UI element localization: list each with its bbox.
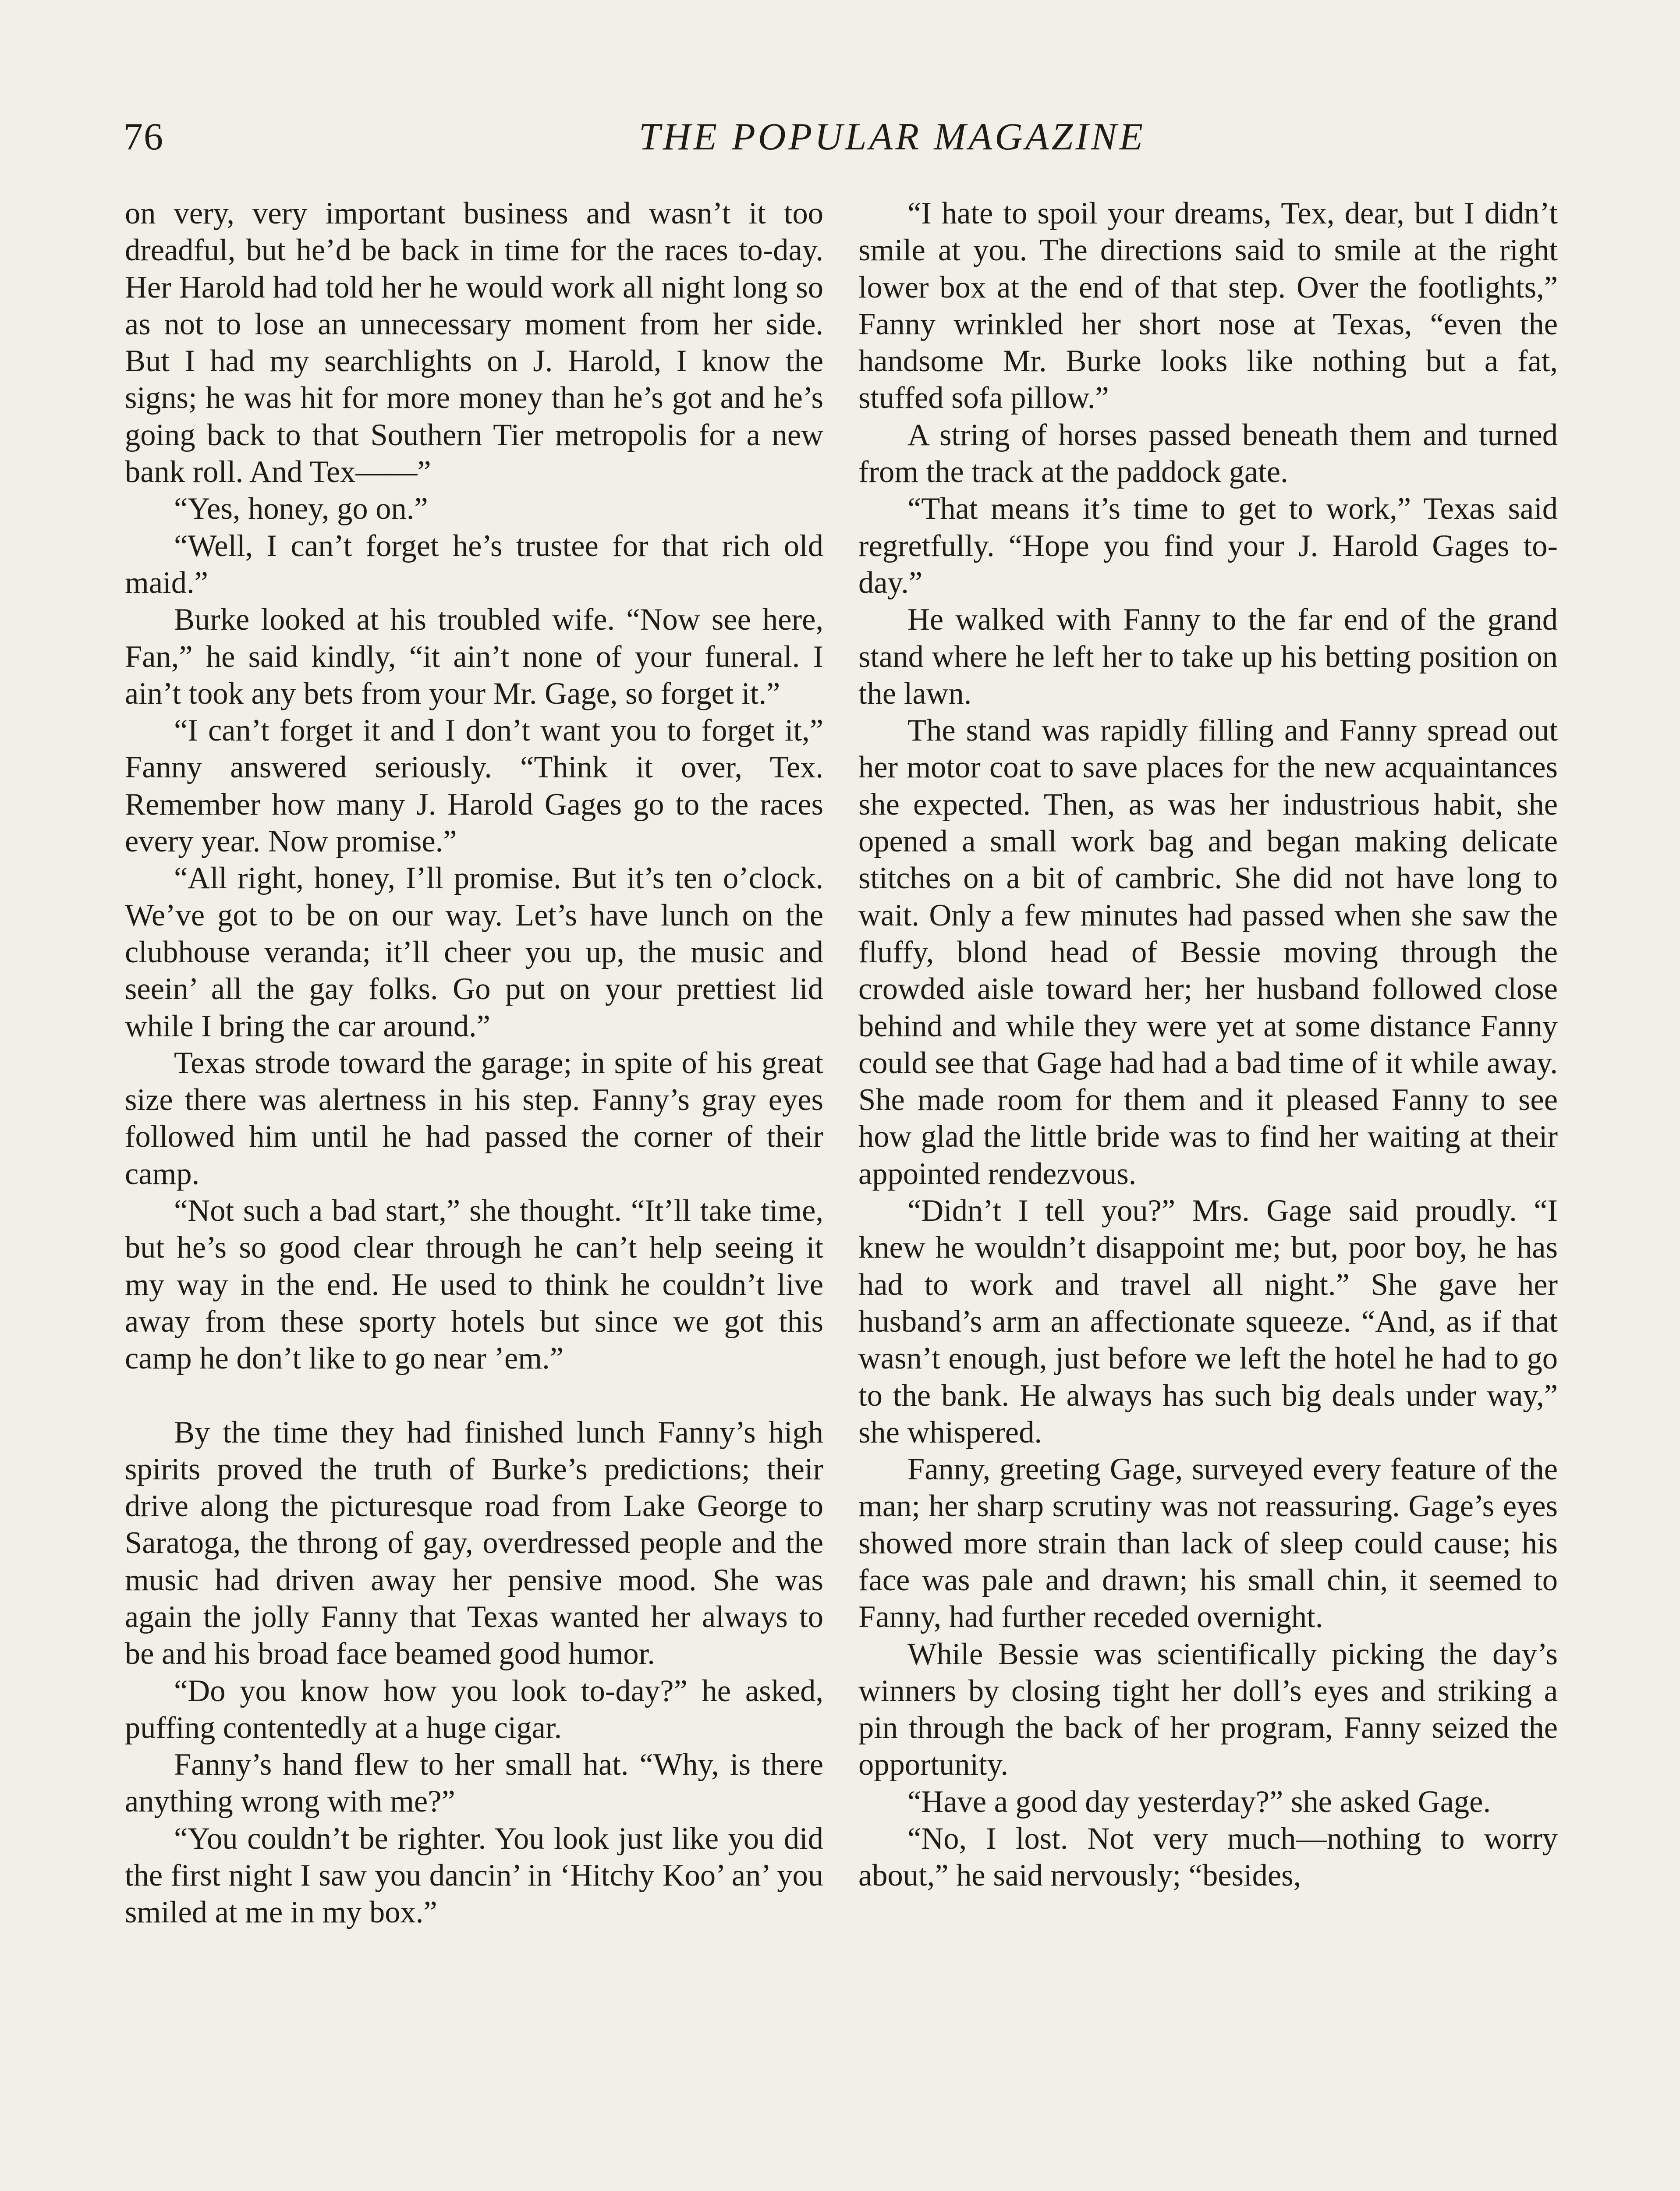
paragraph: “Didn’t I tell you?” Mrs. Gage said proudly. “I knew he wouldn’t disappoint me; but, poor boy, he has had to work and travel all night.” She gave her husband’s arm an affectionate squeeze. “And, as if that wasn’t enough, just before we left the hotel he had to go to the bank. He always has such big deals under way,” she whispered.: [858, 1194, 1558, 1450]
left-column: [125, 195, 823, 1931]
paragraph: The stand was rapidly filling and Fanny spread out her motor coat to save places for the new acquaintances she expected. Then, as was her industrious habit, she opened a small work bag and began making delicate stitches on a bit of cambric. She did not have long to wait. Only a few minutes had passed when she saw the fluffy, blond head of Bessie moving through the crowded aisle toward her; her husband followed close behind and while they were yet at some distance Fanny could see that Gage had had a bad time of it while away. She made room for them and it pleased Fanny to see how glad the little bride was to find her waiting at their appointed rendezvous.: [858, 713, 1558, 1191]
paragraph: Burke looked at his troubled wife. “Now see here, Fan,” he said kindly, “it ain’t none of your funeral. I ain’t took any bets from your Mr. Gage, so forget it.”: [125, 603, 823, 711]
right-column: [858, 195, 1558, 1894]
running-head: THE POPULAR MAGAZINE: [638, 116, 1146, 158]
paragraph: “All right, honey, I’ll promise. But it’s ten o’clock. We’ve got to be on our way. Let’s have lunch on the clubhouse veranda; it’ll cheer you up, the music and seein’ all the gay folks. Go put on your prettiest lid while I bring the car around.”: [125, 861, 823, 1043]
paragraph: “You couldn’t be righter. You look just like you did the first night I saw you dancin’ in ‘Hitchy Koo’ an’ you smiled at me in my box.”: [125, 1821, 823, 1930]
paragraph: “I hate to spoil your dreams, Tex, dear, but I didn’t smile at you. The directions said to smile at the right lower box at the end of that step. Over the footlights,” Fanny wrinkled her short nose at Texas, “even the handsome Mr. Burke looks like nothing but a fat, stuffed sofa pillow.”: [858, 196, 1558, 415]
paragraph: Fanny, greeting Gage, surveyed every feature of the man; her sharp scrutiny was not reassuring. Gage’s eyes showed more strain than lack of sleep could cause; his face was pale and drawn; his small chin, it seemed to Fanny, had further receded overnight.: [858, 1452, 1558, 1634]
paragraph: By the time they had finished lunch Fanny’s high spirits proved the truth of Burke’s predictions; their drive along the picturesque road from Lake George to Saratoga, the throng of gay, overdressed people and the music had driven away her pensive mood. She was again the jolly Fanny that Texas wanted her always to be and his broad face beamed good humor.: [125, 1415, 823, 1671]
paragraph: on very, very important business and wasn’t it too dreadful, but he’d be back in time for the races to-day. Her Harold had told her he would work all night long so as not to lose an unnecessary moment from her side. But I had my searchlights on J. Harold, I know the signs; he was hit for more money than he’s got and he’s going back to that Southern Tier metropolis for a new bank roll. And Tex——”: [125, 196, 823, 489]
paragraph: “Not such a bad start,” she thought. “It’ll take time, but he’s so good clear through he can’t help seeing it my way in the end. He used to think he couldn’t live away from these sporty hotels but since we got this camp he don’t like to go near ’em.”: [125, 1194, 823, 1376]
paragraph: “I can’t forget it and I don’t want you to forget it,” Fanny answered seriously. “Think it over, Tex. Remember how many J. Harold Gages go to the races every year. Now promise.”: [125, 713, 823, 859]
page-header: [124, 113, 1559, 161]
section-break: [125, 1377, 823, 1414]
paragraph: “Well, I can’t forget he’s trustee for that rich old maid.”: [125, 528, 823, 600]
paragraph: “Yes, honey, go on.”: [174, 492, 428, 526]
page-number: 76: [124, 116, 164, 158]
paragraph: “That means it’s time to get to work,” Texas said regretfully. “Hope you find your J. Harold Gages to-day.”: [858, 492, 1558, 600]
paragraph: “Do you know how you look to-day?” he asked, puffing contentedly at a huge cigar.: [125, 1673, 823, 1745]
paragraph: While Bessie was scientifically picking the day’s winners by closing tight her doll’s eyes and striking a pin through the back of her program, Fanny seized the opportunity.: [858, 1637, 1558, 1782]
paragraph: He walked with Fanny to the far end of the grand stand where he left her to take up his betting position on the lawn.: [858, 603, 1558, 711]
paragraph: Texas strode toward the garage; in spite of his great size there was alertness in his step. Fanny’s gray eyes followed him until he had passed the corner of their camp.: [125, 1046, 823, 1191]
paragraph: “No, I lost. Not very much—nothing to worry about,” he said nervously; “besides,: [858, 1822, 1558, 1893]
paragraph: “Have a good day yesterday?” she asked Gage.: [907, 1784, 1491, 1819]
paragraph: Fanny’s hand flew to her small hat. “Why, is there anything wrong with me?”: [125, 1748, 823, 1819]
paragraph: A string of horses passed beneath them and turned from the track at the paddock gate.: [858, 418, 1558, 489]
